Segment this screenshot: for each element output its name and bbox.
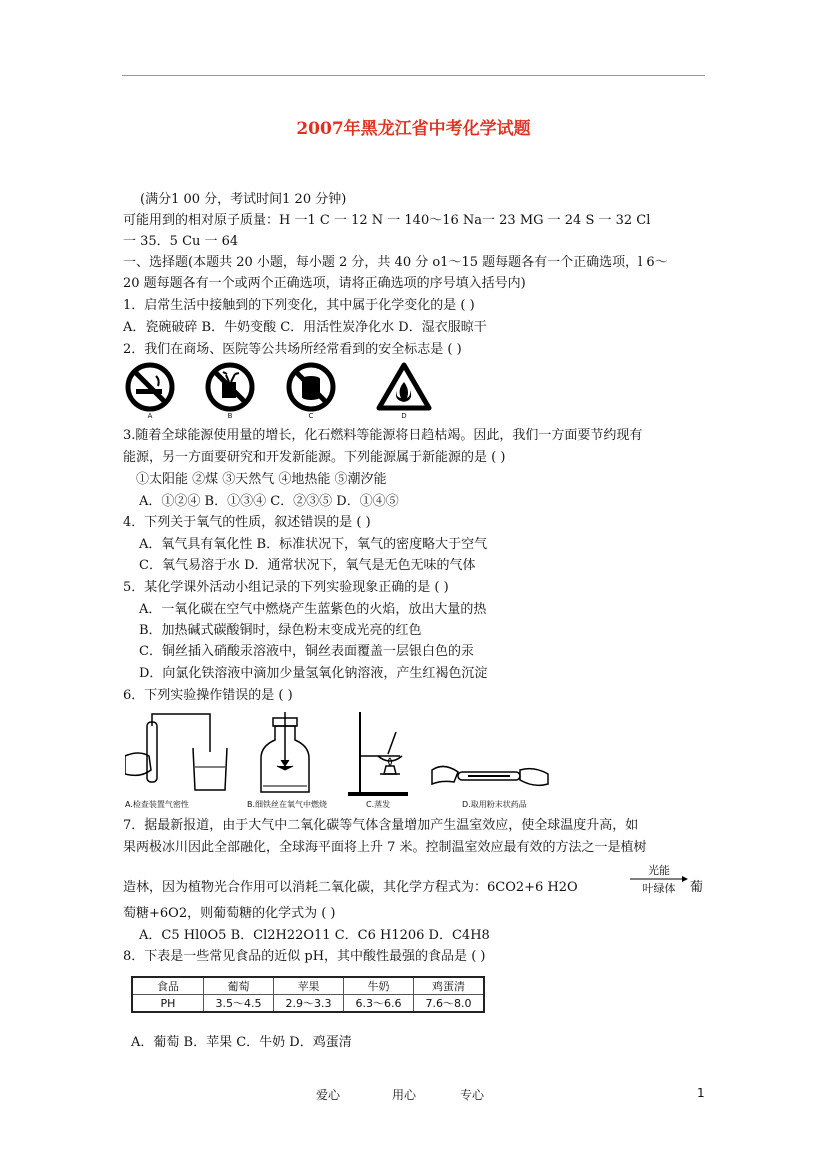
question-4-options-cd: C．氧气易溶于水 D．通常状况下，氧气是无色无味的气体 xyxy=(139,558,476,573)
exam-info: (满分1 00 分，考试时间1 20 分钟) xyxy=(140,192,347,207)
evaporation-figure xyxy=(340,712,420,798)
sign-no-flammable-icon: C xyxy=(286,362,336,420)
question-1: 1．启常生活中接触到的下列变化，其中属于化学变化的是 ( ) xyxy=(123,298,475,313)
ph-cell: 2.9～3.3 xyxy=(274,995,344,1013)
question-7-options: A．C5 Hl0O5 B．Cl2H22O11 C．C6 H1206 D．C4H8 xyxy=(139,928,490,943)
powder-sampling-figure xyxy=(428,760,558,800)
question-7-equation-end: 葡 xyxy=(690,880,704,895)
section-heading: 一、选择题(本题共 20 小题，每小题 2 分，共 40 分 o1～15 题每题各有一个正确选项，l 6～ xyxy=(123,255,668,270)
question-8: 8．下表是一些常见食品的近似 pH，其中酸性最强的食品是 ( ) xyxy=(123,949,486,964)
question-5-option-b: B．加热碱式碳酸铜时，绿色粉末变成光亮的红色 xyxy=(139,623,422,638)
question-7-line-4: 萄糖+6O2，则葡萄糖的化学式为 ( ) xyxy=(123,906,336,921)
ph-cell: 6.3～6.6 xyxy=(344,995,414,1013)
airtightness-check-figure xyxy=(125,712,235,798)
question-3-options: A．①②④ B．①③④ C．②③⑤ D．①④⑤ xyxy=(139,494,399,509)
page-title: 2007年黑龙江省中考化学试题 xyxy=(296,119,531,139)
question-7-line-1: 7．据最新报道，由于大气中二氧化碳等气体含量增加产生温室效应，使全球温度升高，如 xyxy=(123,818,639,833)
question-1-options: A．瓷碗破碎 B．牛奶变酸 C．用活性炭净化水 D．湿衣服晾干 xyxy=(123,320,487,335)
atomic-mass-line-2: 一 35．5 Cu 一 64 xyxy=(123,234,239,249)
question-5-option-c: C．铜丝插入硝酸汞溶液中，铜丝表面覆盖一层银白色的汞 xyxy=(139,644,474,659)
question-4-options-ab: A．氧气具有氧化性 B．标准状况下，氧气的密度略大于空气 xyxy=(139,537,488,552)
ph-header-cell: 苹果 xyxy=(274,977,344,995)
figure-caption-a: A.检查装置气密性 xyxy=(125,800,189,809)
ph-table-header-row xyxy=(132,977,484,995)
ph-cell: PH xyxy=(132,995,204,1013)
sign-no-smoking-icon: A xyxy=(125,362,175,420)
question-3-line-2: 能源，另一方面要研究和开发新能源。下列能源属于新能源的是 ( ) xyxy=(123,450,506,465)
question-8-options: A．葡萄 B．苹果 C．牛奶 D．鸡蛋清 xyxy=(131,1035,352,1050)
question-7-line-2: 果两极冰川因此全部融化，全球海平面将上升 7 米。控制温室效应最有效的方法之一是植树 xyxy=(123,840,647,855)
arrow-condition-bottom: 叶绿体 xyxy=(642,882,676,895)
header-rule xyxy=(122,75,705,76)
question-5-option-d: D．向氯化铁溶液中滴加少量氢氧化钠溶液，产生红褐色沉淀 xyxy=(139,666,488,681)
section-heading-2: 20 题每题各有一个或两个正确选项，请将正确选项的序号填入括号内) xyxy=(123,276,526,291)
footer-text-1: 爱心 xyxy=(316,1088,341,1102)
figure-caption-d: D.取用粉末状药品 xyxy=(462,800,527,809)
question-6: 6．下列实验操作错误的是 ( ) xyxy=(123,688,293,703)
sign-flammable-warning-icon: D xyxy=(376,362,432,420)
reaction-arrow xyxy=(630,862,688,896)
iron-wire-combustion-figure xyxy=(245,712,335,798)
question-2: 2．我们在商场、医院等公共场所经常看到的安全标志是 ( ) xyxy=(123,342,462,357)
question-4: 4．下列关于氧气的性质，叙述错误的是 ( ) xyxy=(123,515,371,530)
ph-header-cell: 食品 xyxy=(132,977,204,995)
question-5: 5．某化学课外活动小组记录的下列实验现象正确的是 ( ) xyxy=(123,580,449,595)
atomic-mass-line: 可能用到的相对原子质量：H 一1 C 一 12 N 一 140～16 Na一 23 MG 一 24 S 一 32 Cl xyxy=(123,213,651,228)
ph-header-cell: 鸡蛋清 xyxy=(414,977,485,995)
ph-cell: 3.5～4.5 xyxy=(204,995,274,1013)
footer-text-3: 专心 xyxy=(460,1088,485,1102)
figure-caption-b: B.细铁丝在氧气中燃烧 xyxy=(247,800,328,809)
footer-text-2: 用心 xyxy=(392,1088,417,1102)
figure-caption-c: C.蒸发 xyxy=(366,800,391,809)
ph-table xyxy=(131,976,485,1013)
ph-header-cell: 牛奶 xyxy=(344,977,414,995)
question-3-line-1: 3.随着全球能源使用量的增长，化石燃料等能源将日趋枯竭。因此，我们一方面要节约现有 xyxy=(123,428,643,443)
question-5-option-a: A．一氧化碳在空气中燃烧产生蓝紫色的火焰，放出大量的热 xyxy=(139,602,487,617)
arrow-condition-top: 光能 xyxy=(648,864,670,877)
sign-no-fireworks-icon: B xyxy=(205,362,255,420)
question-3-items: ①太阳能 ②煤 ③天然气 ④地热能 ⑤潮汐能 xyxy=(136,472,387,487)
ph-cell: 7.6～8.0 xyxy=(414,995,485,1013)
question-7-equation: 造林，因为植物光合作用可以消耗二氧化碳，其化学方程式为：6CO2+6 H2O xyxy=(123,880,578,895)
ph-table-row xyxy=(132,995,484,1013)
page-number: 1 xyxy=(697,1086,705,1100)
ph-header-cell: 葡萄 xyxy=(204,977,274,995)
